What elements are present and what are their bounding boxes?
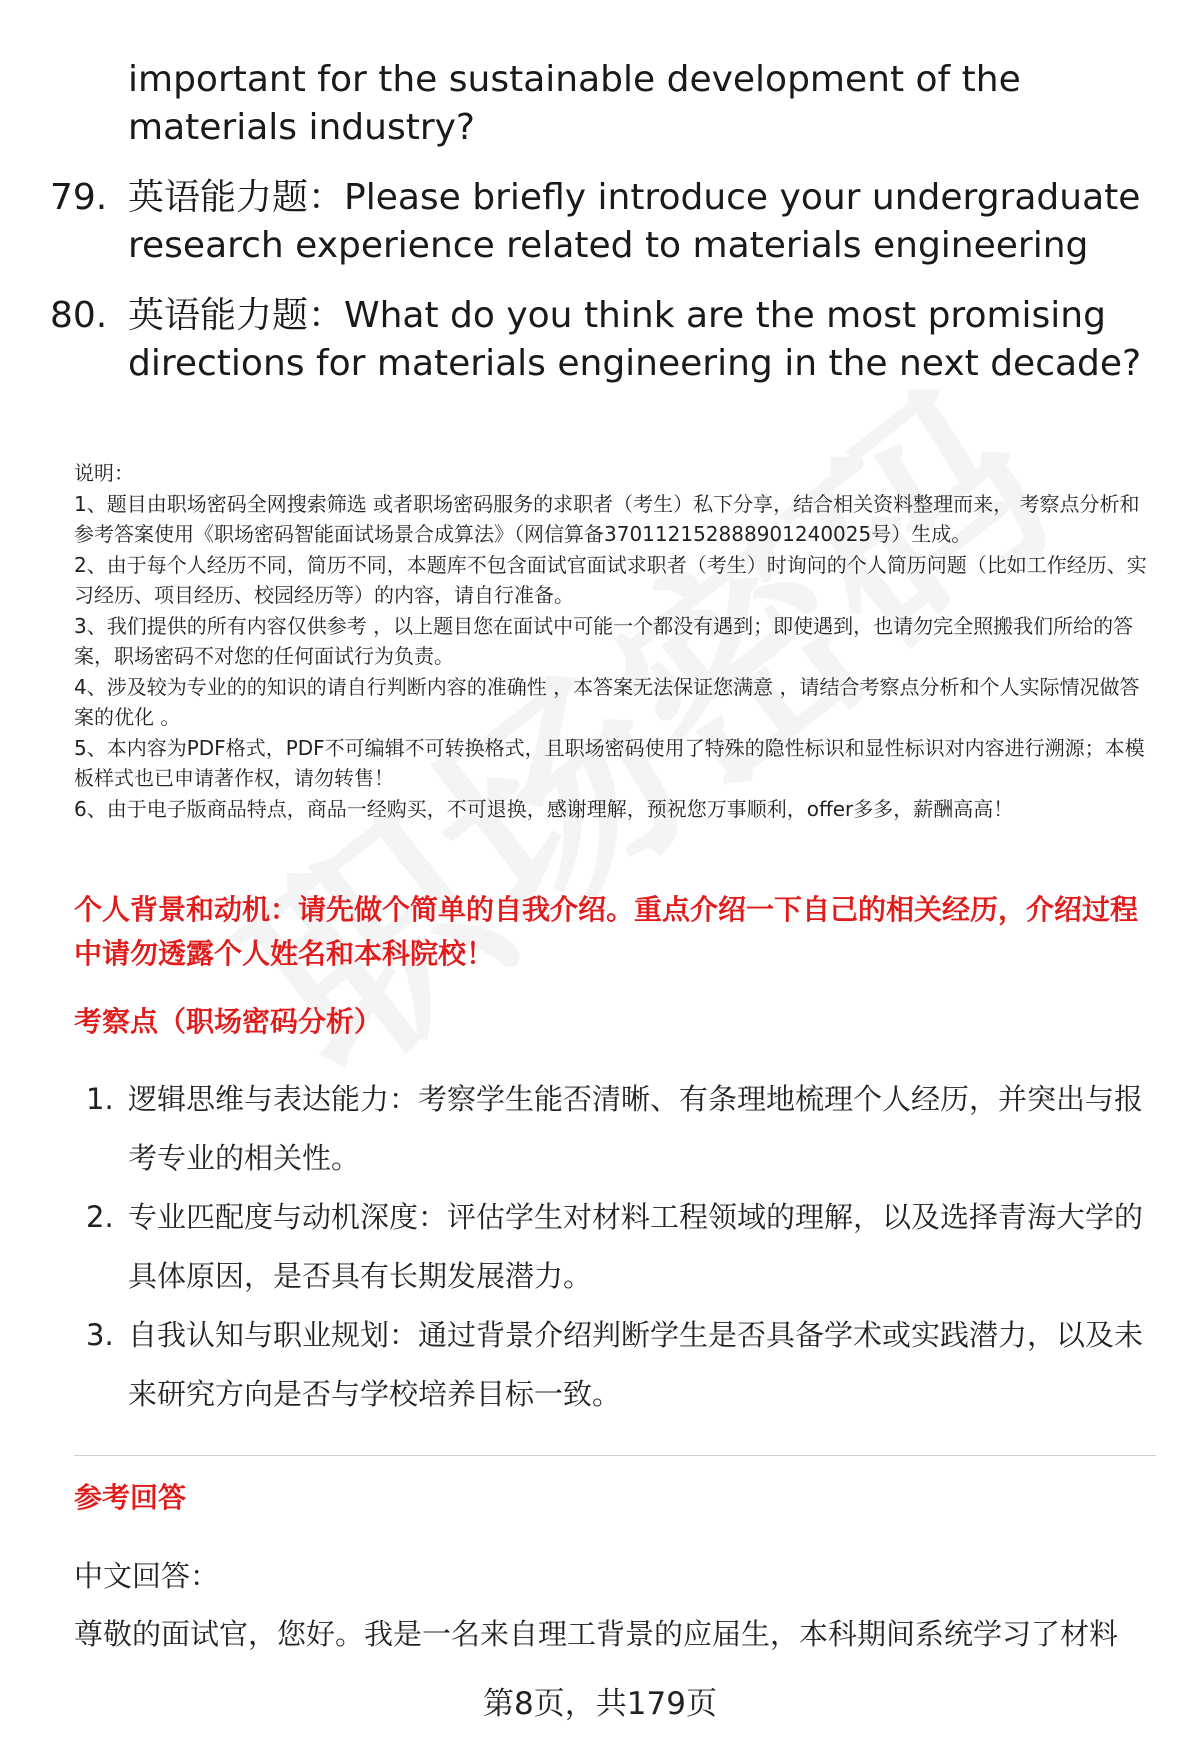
note-item: 6、由于电子版商品特点，商品一经购买，不可退换，感谢理解，预祝您万事顺利，offer多多，薪酬高高！ (74, 796, 1014, 821)
note-item: 4、涉及较为专业的的知识的请自行判断内容的准确性 ，本答案无法保证您满意 ，请结合考察点分析和个人实际情况做答案的优化 。 (74, 674, 1140, 729)
question-item-79 (50, 174, 1160, 270)
analysis-point (74, 1306, 1154, 1424)
analysis-point (74, 1188, 1154, 1306)
question-text: 英语能力题：Please briefly introduce your undergraduate research experience related to materials engineering (128, 177, 1141, 266)
notes-title: 说明： (74, 461, 134, 485)
point-number: 2. (86, 1200, 114, 1234)
analysis-points-list (74, 1070, 1154, 1424)
note-item: 5、本内容为PDF格式，PDF不可编辑不可转换格式，且职场密码使用了特殊的隐性标识和显性标识对内容进行溯源；本模板样式也已申请著作权，请勿转售！ (74, 735, 1145, 790)
answer-label: 中文回答： (74, 1559, 220, 1593)
point-text: 自我认知与职业规划：通过背景介绍判断学生是否具备学术或实践潜力，以及未来研究方向是否与学校培养目标一致。 (128, 1318, 1144, 1411)
interview-question-heading: 个人背景和动机：请先做个简单的自我介绍。重点介绍一下自己的相关经历，介绍过程中请勿透露个人姓名和本科院校！ (74, 893, 1139, 970)
section-divider (74, 1455, 1156, 1456)
question-item-continued (50, 56, 1160, 152)
answer-text: 尊敬的面试官，您好。我是一名来自理工背景的应届生，本科期间系统学习了材料 (74, 1617, 1119, 1651)
note-item: 3、我们提供的所有内容仅供参考 ，以上题目您在面试中可能一个都没有遇到；即使遇到，也请勿完全照搬我们所给的答案，职场密码不对您的任何面试行为负责。 (74, 613, 1134, 668)
question-item-80 (50, 292, 1160, 388)
answer-heading: 参考回答 (74, 1481, 187, 1514)
question-text: 英语能力题：What do you think are the most promising directions for materials engineering in the next decade? (128, 295, 1142, 384)
note-item: 2、由于每个人经历不同，简历不同，本题库不包含面试官面试求职者（考生）时询问的个人简历问题（比如工作经历、实习经历、项目经历、校园经历等）的内容，请自行准备。 (74, 552, 1147, 607)
question-number: 80. (50, 295, 108, 336)
page-footer: 第8页，共179页 (483, 1686, 717, 1722)
notes-section (74, 458, 1154, 824)
point-number: 3. (86, 1318, 114, 1352)
point-number: 1. (86, 1082, 114, 1116)
question-number: 79. (50, 177, 108, 218)
analysis-heading: 考察点（职场密码分析） (74, 1005, 383, 1038)
point-text: 专业匹配度与动机深度：评估学生对材料工程领域的理解，以及选择青海大学的具体原因，是否具有长期发展潜力。 (128, 1200, 1144, 1293)
point-text: 逻辑思维与表达能力：考察学生能否清晰、有条理地梳理个人经历，并突出与报考专业的相关性。 (128, 1082, 1144, 1175)
note-item: 1、题目由职场密码全网搜索筛选 或者职场密码服务的求职者（考生）私下分享，结合相关资料整理而来， 考察点分析和参考答案使用《职场密码智能面试场景合成算法》（网信算备370112152888901240025号）生成。 (74, 491, 1140, 546)
analysis-point (74, 1070, 1154, 1188)
question-text: important for the sustainable development of the materials industry? (128, 59, 1021, 148)
